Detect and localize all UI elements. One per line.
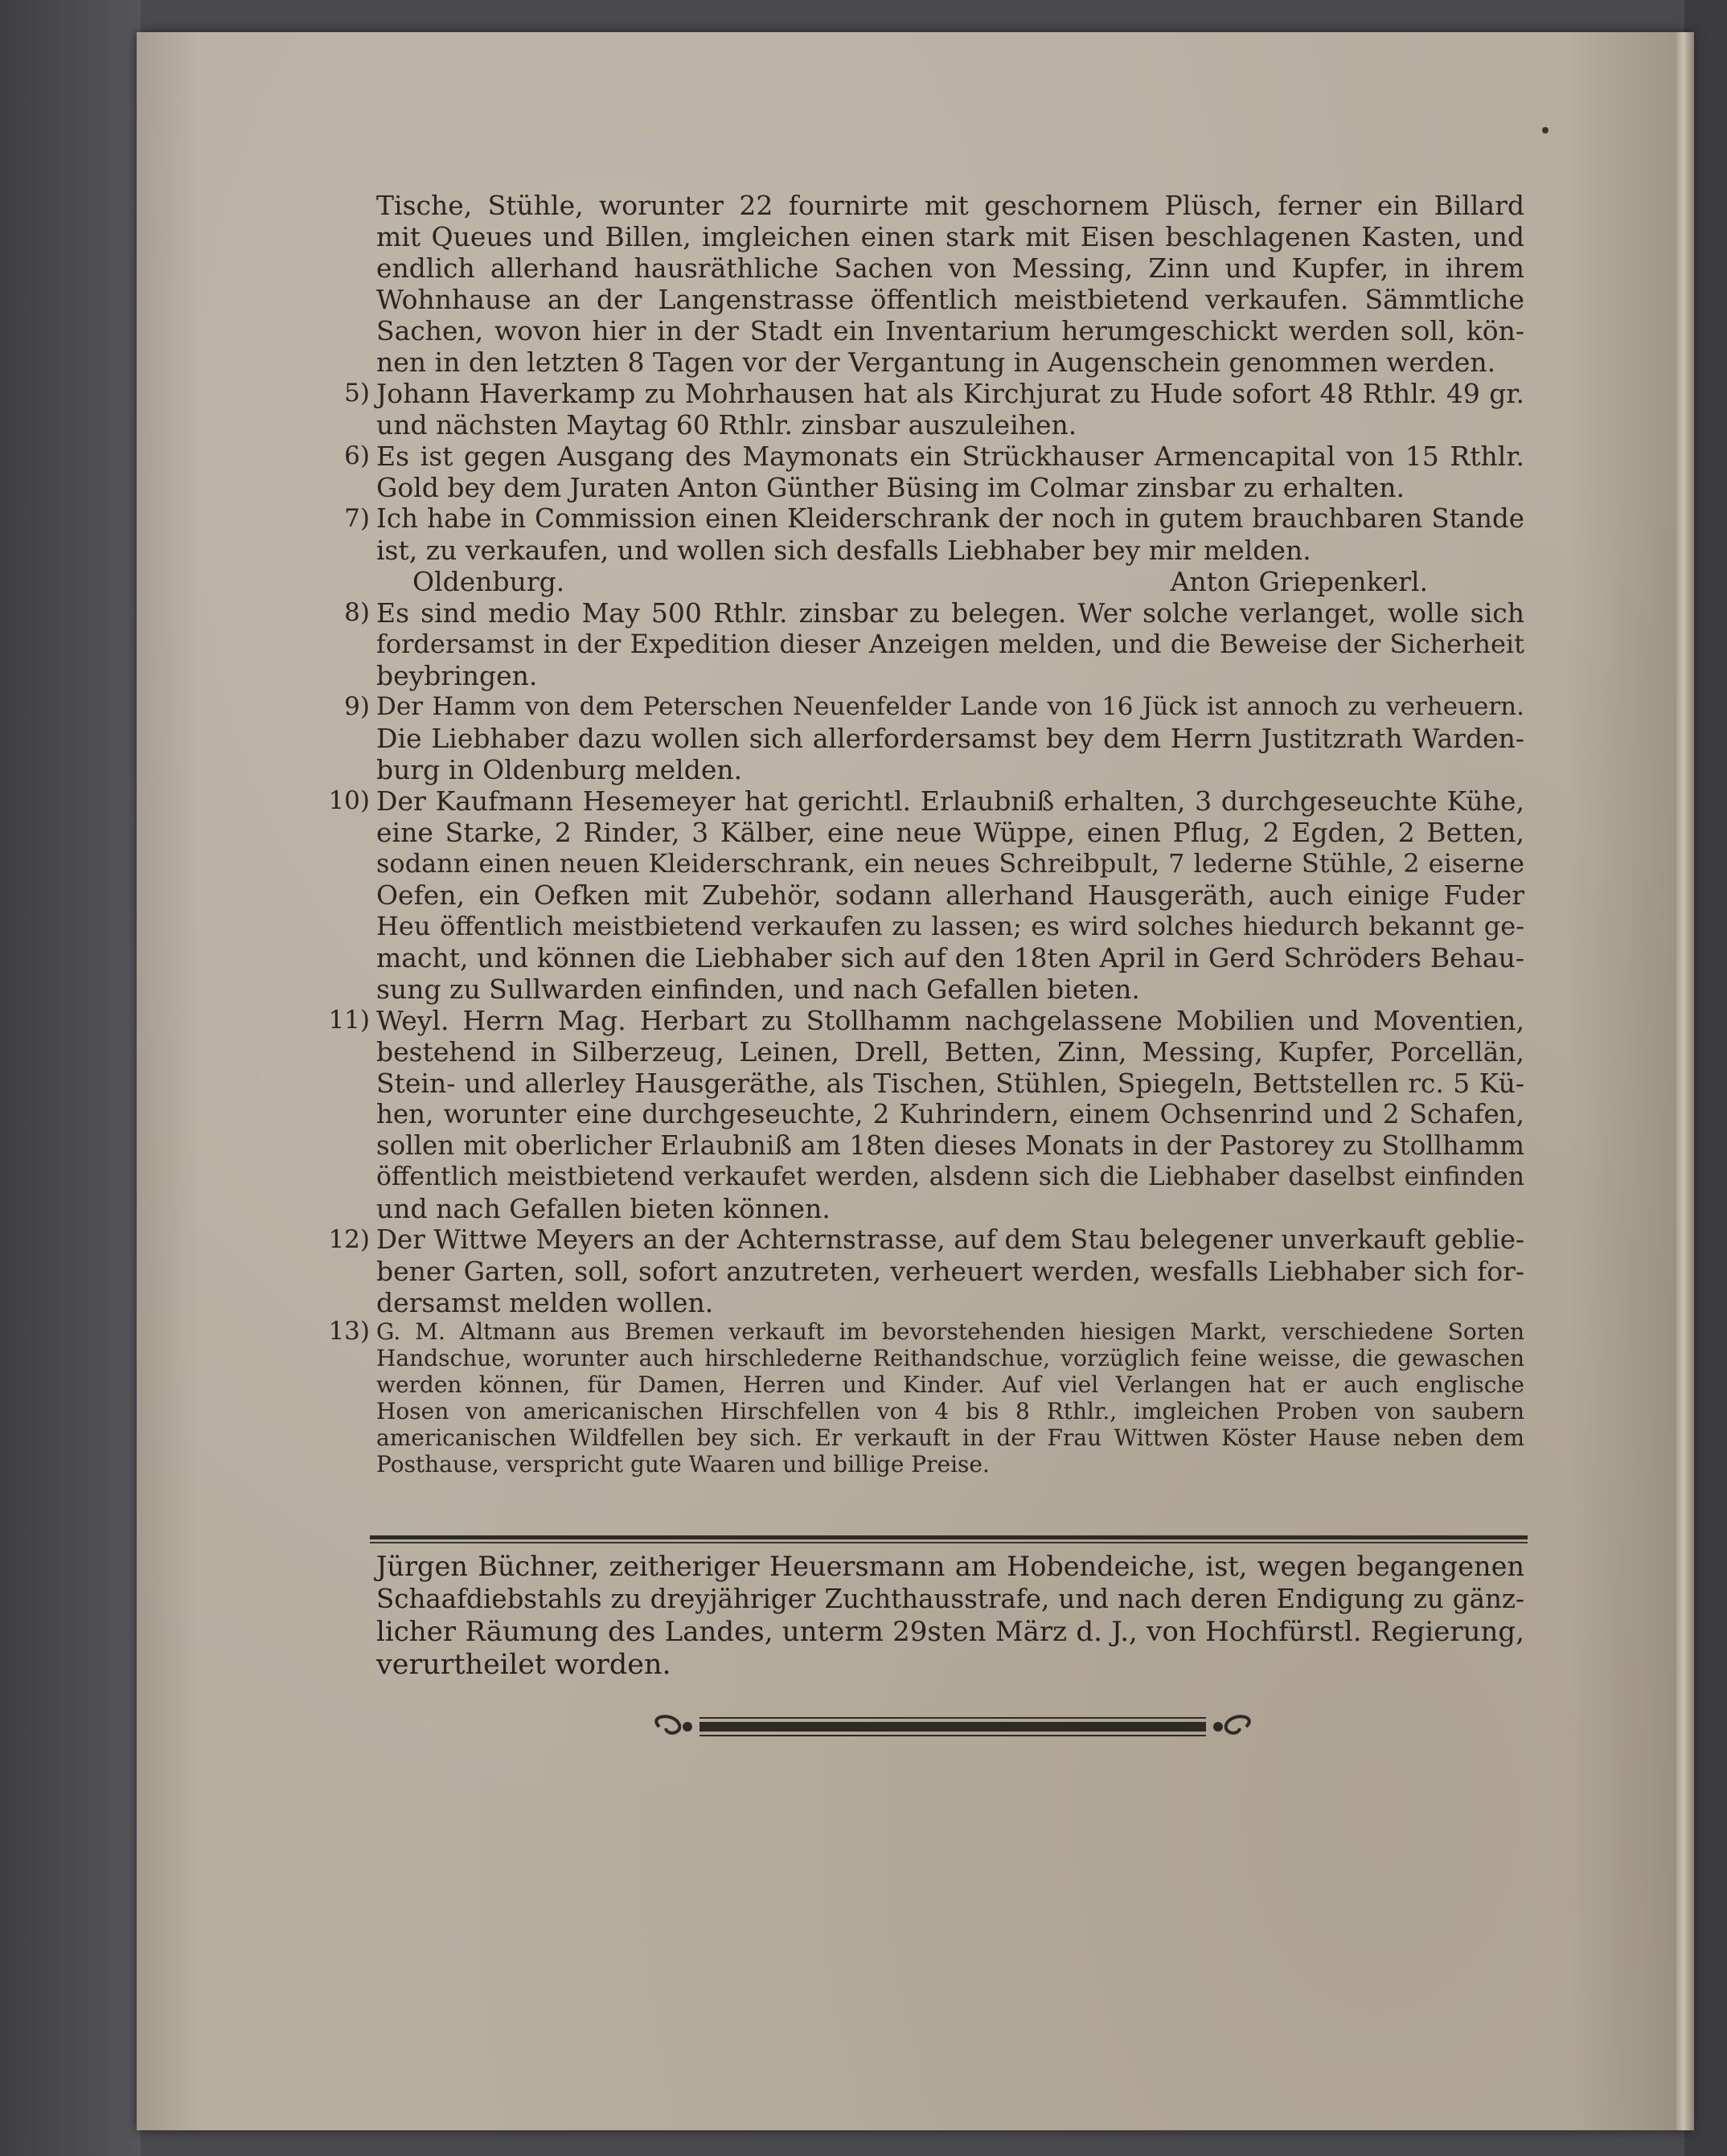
entry-line: Wohnhause an der Langenstrasse öffentlich meistbietend verkaufen. Sämmtliche	[376, 284, 1524, 315]
entry-line: und nächsten Maytag 60 Rthlr. zinsbar auszuleihen.	[376, 409, 1077, 441]
ornamental-divider-icon	[643, 1711, 1262, 1743]
entry-line: mit Queues und Billen, imgleichen einen stark mit Eisen beschlagenen Kasten, und	[376, 221, 1524, 252]
entry-line: G. M. Altmann aus Bremen verkauft im bevorstehenden hiesigen Markt, verschiedene Sorten	[376, 1318, 1524, 1345]
entry-line: fordersamst in der Expedition dieser Anzeigen melden, und die Beweise der Sicherheit	[376, 629, 1524, 659]
entry-number: 8)	[344, 598, 370, 627]
entry-line: Sachen, wovon hier in der Stadt ein Inventarium herumgeschickt werden soll, kön-	[376, 315, 1524, 346]
entry-line: Tische, Stühle, worunter 22 fournirte mit geschornem Plüsch, ferner ein Billard	[376, 190, 1524, 221]
classified-entry	[344, 378, 1524, 441]
classified-entry	[328, 1317, 1524, 1478]
entry-line: Gold bey dem Juraten Anton Günther Büsing im Colmar zinsbar zu erhalten.	[376, 472, 1405, 503]
notice-line: Jürgen Büchner, zeitheriger Heuersmann am Hobendeiche, ist, wegen begangenen	[376, 1551, 1524, 1582]
entry-line: Es ist gegen Ausgang des Maymonats ein Strückhauser Armencapital von 15 Rthlr.	[376, 441, 1524, 472]
entry-line: sodann einen neuen Kleiderschrank, ein neues Schreibpult, 7 lederne Stühle, 2 eiserne	[376, 848, 1524, 879]
entry-number: 5)	[344, 379, 370, 408]
classified-entries	[328, 190, 1524, 1478]
entry-line: Oefen, ein Oefken mit Zubehör, sodann allerhand Hausgeräth, auch einige Fuder	[376, 879, 1524, 911]
entry-line: öffentlich meistbietend verkaufet werden, alsdenn sich die Liebhaber daselbst einfinden	[376, 1162, 1524, 1191]
entry-number: 10)	[328, 786, 370, 815]
classified-entry	[328, 1005, 1524, 1224]
notice-line: licher Räumung des Landes, unterm 29sten März d. J., von Hochfürstl. Regierung,	[376, 1616, 1524, 1648]
ink-dot	[1542, 127, 1549, 133]
entry-signoff	[376, 566, 1524, 597]
entry-number: 13)	[328, 1317, 370, 1346]
classified-entry	[376, 190, 1524, 378]
page-fold-edge	[1676, 32, 1694, 2130]
entry-line: bestehend in Silberzeug, Leinen, Drell, Betten, Zinn, Messing, Kupfer, Porcellän,	[376, 1036, 1524, 1068]
entry-line: Der Wittwe Meyers an der Achternstrasse, auf dem Stau belegener unverkauft geblie-	[376, 1224, 1524, 1255]
entry-line: beybringen.	[376, 660, 538, 691]
entry-number: 7)	[344, 504, 370, 533]
entry-line: Johann Haverkamp zu Mohrhausen hat als Kirchjurat zu Hude sofort 48 Rthlr. 49 gr.	[376, 378, 1524, 409]
entry-line: und nach Gefallen bieten können.	[376, 1193, 831, 1224]
notice-line: Schaafdiebstahls zu dreyjähriger Zuchthausstrafe, und nach deren Endigung zu gänz-	[376, 1584, 1524, 1614]
section-rule-thick	[370, 1535, 1528, 1539]
entry-line: sung zu Sullwarden einfinden, und nach Gefallen bieten.	[376, 973, 1140, 1005]
entry-number: 6)	[344, 441, 370, 470]
signoff-name: Anton Griepenkerl.	[1170, 566, 1428, 597]
entry-line: bener Garten, soll, sofort anzutreten, verheuert werden, wesfalls Liebhaber sich for-	[376, 1256, 1524, 1287]
entry-line: Hosen von americanischen Hirschfellen von 4 bis 8 Rthlr., imgleichen Proben von saubern	[376, 1398, 1524, 1424]
entry-line: americanischen Wildfellen bey sich. Er verkauft in der Frau Wittwen Köster Hause neben dem	[376, 1424, 1524, 1451]
entry-line: Handschue, worunter auch hirschlederne Reithandschue, vorzüglich feine weisse, die gewaschen	[376, 1345, 1524, 1371]
entry-line: ist, zu verkaufen, und wollen sich desfalls Liebhaber bey mir melden.	[376, 535, 1311, 566]
signoff-place: Oldenburg.	[412, 566, 565, 597]
entry-line: nen in den letzten 8 Tagen vor der Vergantung in Augenschein genommen werden.	[376, 346, 1496, 378]
entry-number: 9)	[344, 692, 370, 721]
entry-line: dersamst melden wollen.	[376, 1287, 714, 1318]
entry-line: sollen mit oberlicher Erlaubniß am 18ten dieses Monats in der Pastorey zu Stollhamm	[376, 1130, 1524, 1161]
entry-line: Stein- und allerley Hausgeräthe, als Tischen, Stühlen, Spiegeln, Bettstellen rc. 5 Kü-	[376, 1068, 1524, 1099]
entry-line: Posthause, verspricht gute Waaren und billige Preise.	[376, 1451, 990, 1478]
entry-number: 11)	[328, 1006, 370, 1035]
entry-line: Heu öffentlich meistbietend verkaufen zu lassen; es wird solches hiedurch bekannt ge-	[376, 911, 1524, 941]
entry-line: Der Hamm von dem Peterschen Neuenfelder Lande von 16 Jück ist annoch zu verheuern.	[376, 692, 1524, 721]
entry-line: Weyl. Herrn Mag. Herbart zu Stollhamm nachgelassene Mobilien und Moventien,	[376, 1005, 1524, 1036]
entry-number: 12)	[328, 1225, 370, 1254]
classified-entry	[328, 785, 1524, 1005]
scan-backdrop-left	[0, 0, 141, 2156]
notice-line: verurtheilet worden.	[376, 1649, 671, 1681]
section-rule-thin	[370, 1542, 1528, 1543]
classified-entry	[344, 691, 1524, 785]
entry-line: burg in Oldenburg melden.	[376, 754, 743, 785]
entry-line: Der Kaufmann Hesemeyer hat gerichtl. Erlaubniß erhalten, 3 durchgeseuchte Kühe,	[376, 785, 1524, 817]
classified-entry	[344, 597, 1524, 691]
entry-line: Ich habe in Commission einen Kleiderschrank der noch in gutem brauchbaren Stande	[376, 503, 1524, 534]
entry-line: Die Liebhaber dazu wollen sich allerfordersamst bey dem Herrn Justitzrath Warden-	[376, 723, 1524, 754]
entry-line: macht, und können die Liebhaber sich auf den 18ten April in Gerd Schröders Behau-	[376, 942, 1524, 973]
court-notice	[376, 1550, 1524, 1682]
classified-entry	[344, 503, 1524, 597]
entry-line: werden können, für Damen, Herren und Kinder. Auf viel Verlangen hat er auch englische	[376, 1371, 1524, 1398]
classified-entry	[344, 441, 1524, 503]
entry-line: endlich allerhand hausräthliche Sachen von Messing, Zinn und Kupfer, in ihrem	[376, 252, 1524, 284]
classified-entry	[328, 1224, 1524, 1318]
entry-line: eine Starke, 2 Rinder, 3 Kälber, eine neue Wüppe, einen Pflug, 2 Egden, 2 Betten,	[376, 817, 1524, 848]
entry-line: hen, worunter eine durchgeseuchte, 2 Kuhrindern, einem Ochsenrind und 2 Schafen,	[376, 1099, 1524, 1129]
entry-line: Es sind medio May 500 Rthlr. zinsbar zu belegen. Wer solche verlanget, wolle sich	[376, 597, 1524, 629]
